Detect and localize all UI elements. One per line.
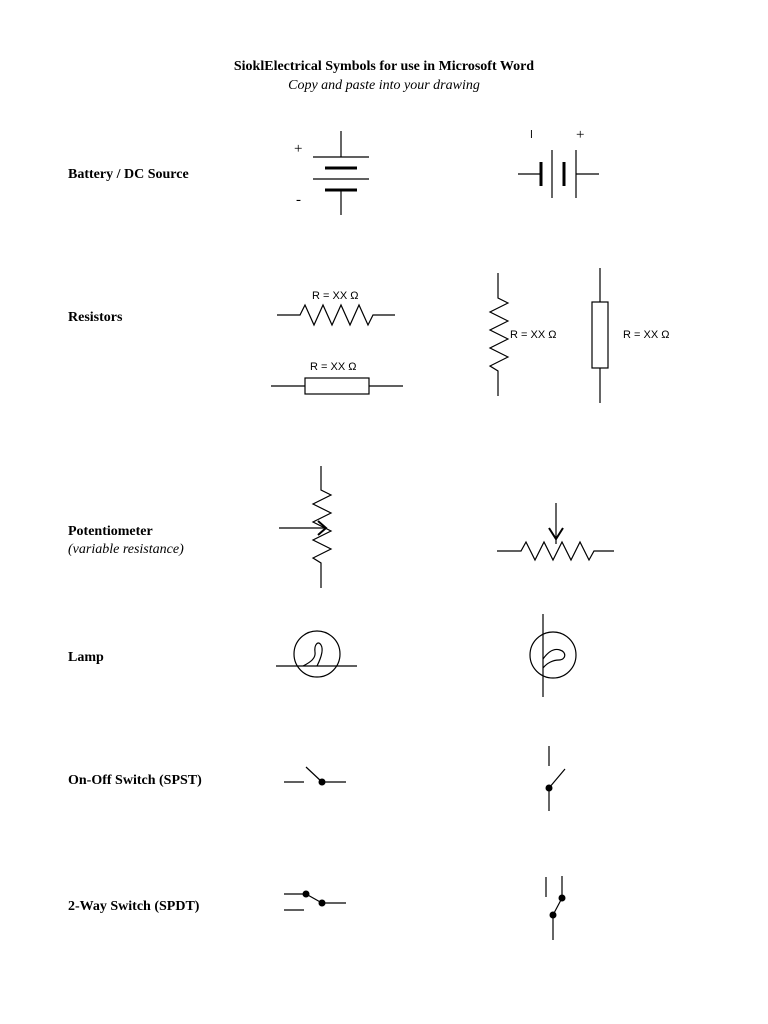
spdt-label: 2-Way Switch (SPDT)	[68, 899, 200, 914]
resistor-value-label-3: R = XX Ω	[510, 329, 557, 341]
battery-tick-mark: ǀ	[530, 129, 533, 141]
resistor-value-label-2: R = XX Ω	[310, 361, 357, 373]
resistor-box-vertical[interactable]	[592, 268, 669, 403]
potentiometer-horizontal[interactable]	[497, 503, 614, 560]
battery-plus-sign-2: +	[576, 127, 585, 143]
spdt-switch-horizontal[interactable]	[284, 891, 346, 911]
spst-label: On-Off Switch (SPST)	[68, 773, 202, 788]
battery-symbol-vertical[interactable]	[294, 131, 369, 215]
spdt-switch-vertical[interactable]	[546, 876, 566, 940]
resistor-value-label-1: R = XX Ω	[312, 290, 359, 302]
battery-plus-sign: +	[294, 141, 303, 157]
spst-switch-vertical[interactable]	[546, 746, 566, 811]
lamp-horizontal[interactable]	[276, 631, 357, 677]
spst-switch-horizontal[interactable]	[284, 767, 346, 786]
page-subtitle: Copy and paste into your drawing	[288, 78, 480, 93]
battery-symbol-horizontal[interactable]	[518, 127, 599, 198]
resistor-zigzag-vertical[interactable]	[490, 273, 556, 396]
lamp-label: Lamp	[68, 650, 104, 665]
page-title: SioklElectrical Symbols for use in Microsoft Word	[233, 59, 535, 74]
battery-minus-sign: -	[296, 192, 301, 208]
potentiometer-label: Potentiometer	[68, 524, 153, 539]
potentiometer-note: (variable resistance)	[68, 542, 184, 557]
potentiometer-vertical[interactable]	[279, 466, 331, 588]
resistor-zigzag-horizontal[interactable]	[277, 290, 395, 325]
resistors-label: Resistors	[68, 310, 123, 325]
lamp-vertical[interactable]	[530, 614, 576, 697]
resistor-box-horizontal[interactable]	[271, 361, 403, 394]
battery-label: Battery / DC Source	[68, 167, 189, 182]
resistor-value-label-4: R = XX Ω	[623, 329, 670, 341]
